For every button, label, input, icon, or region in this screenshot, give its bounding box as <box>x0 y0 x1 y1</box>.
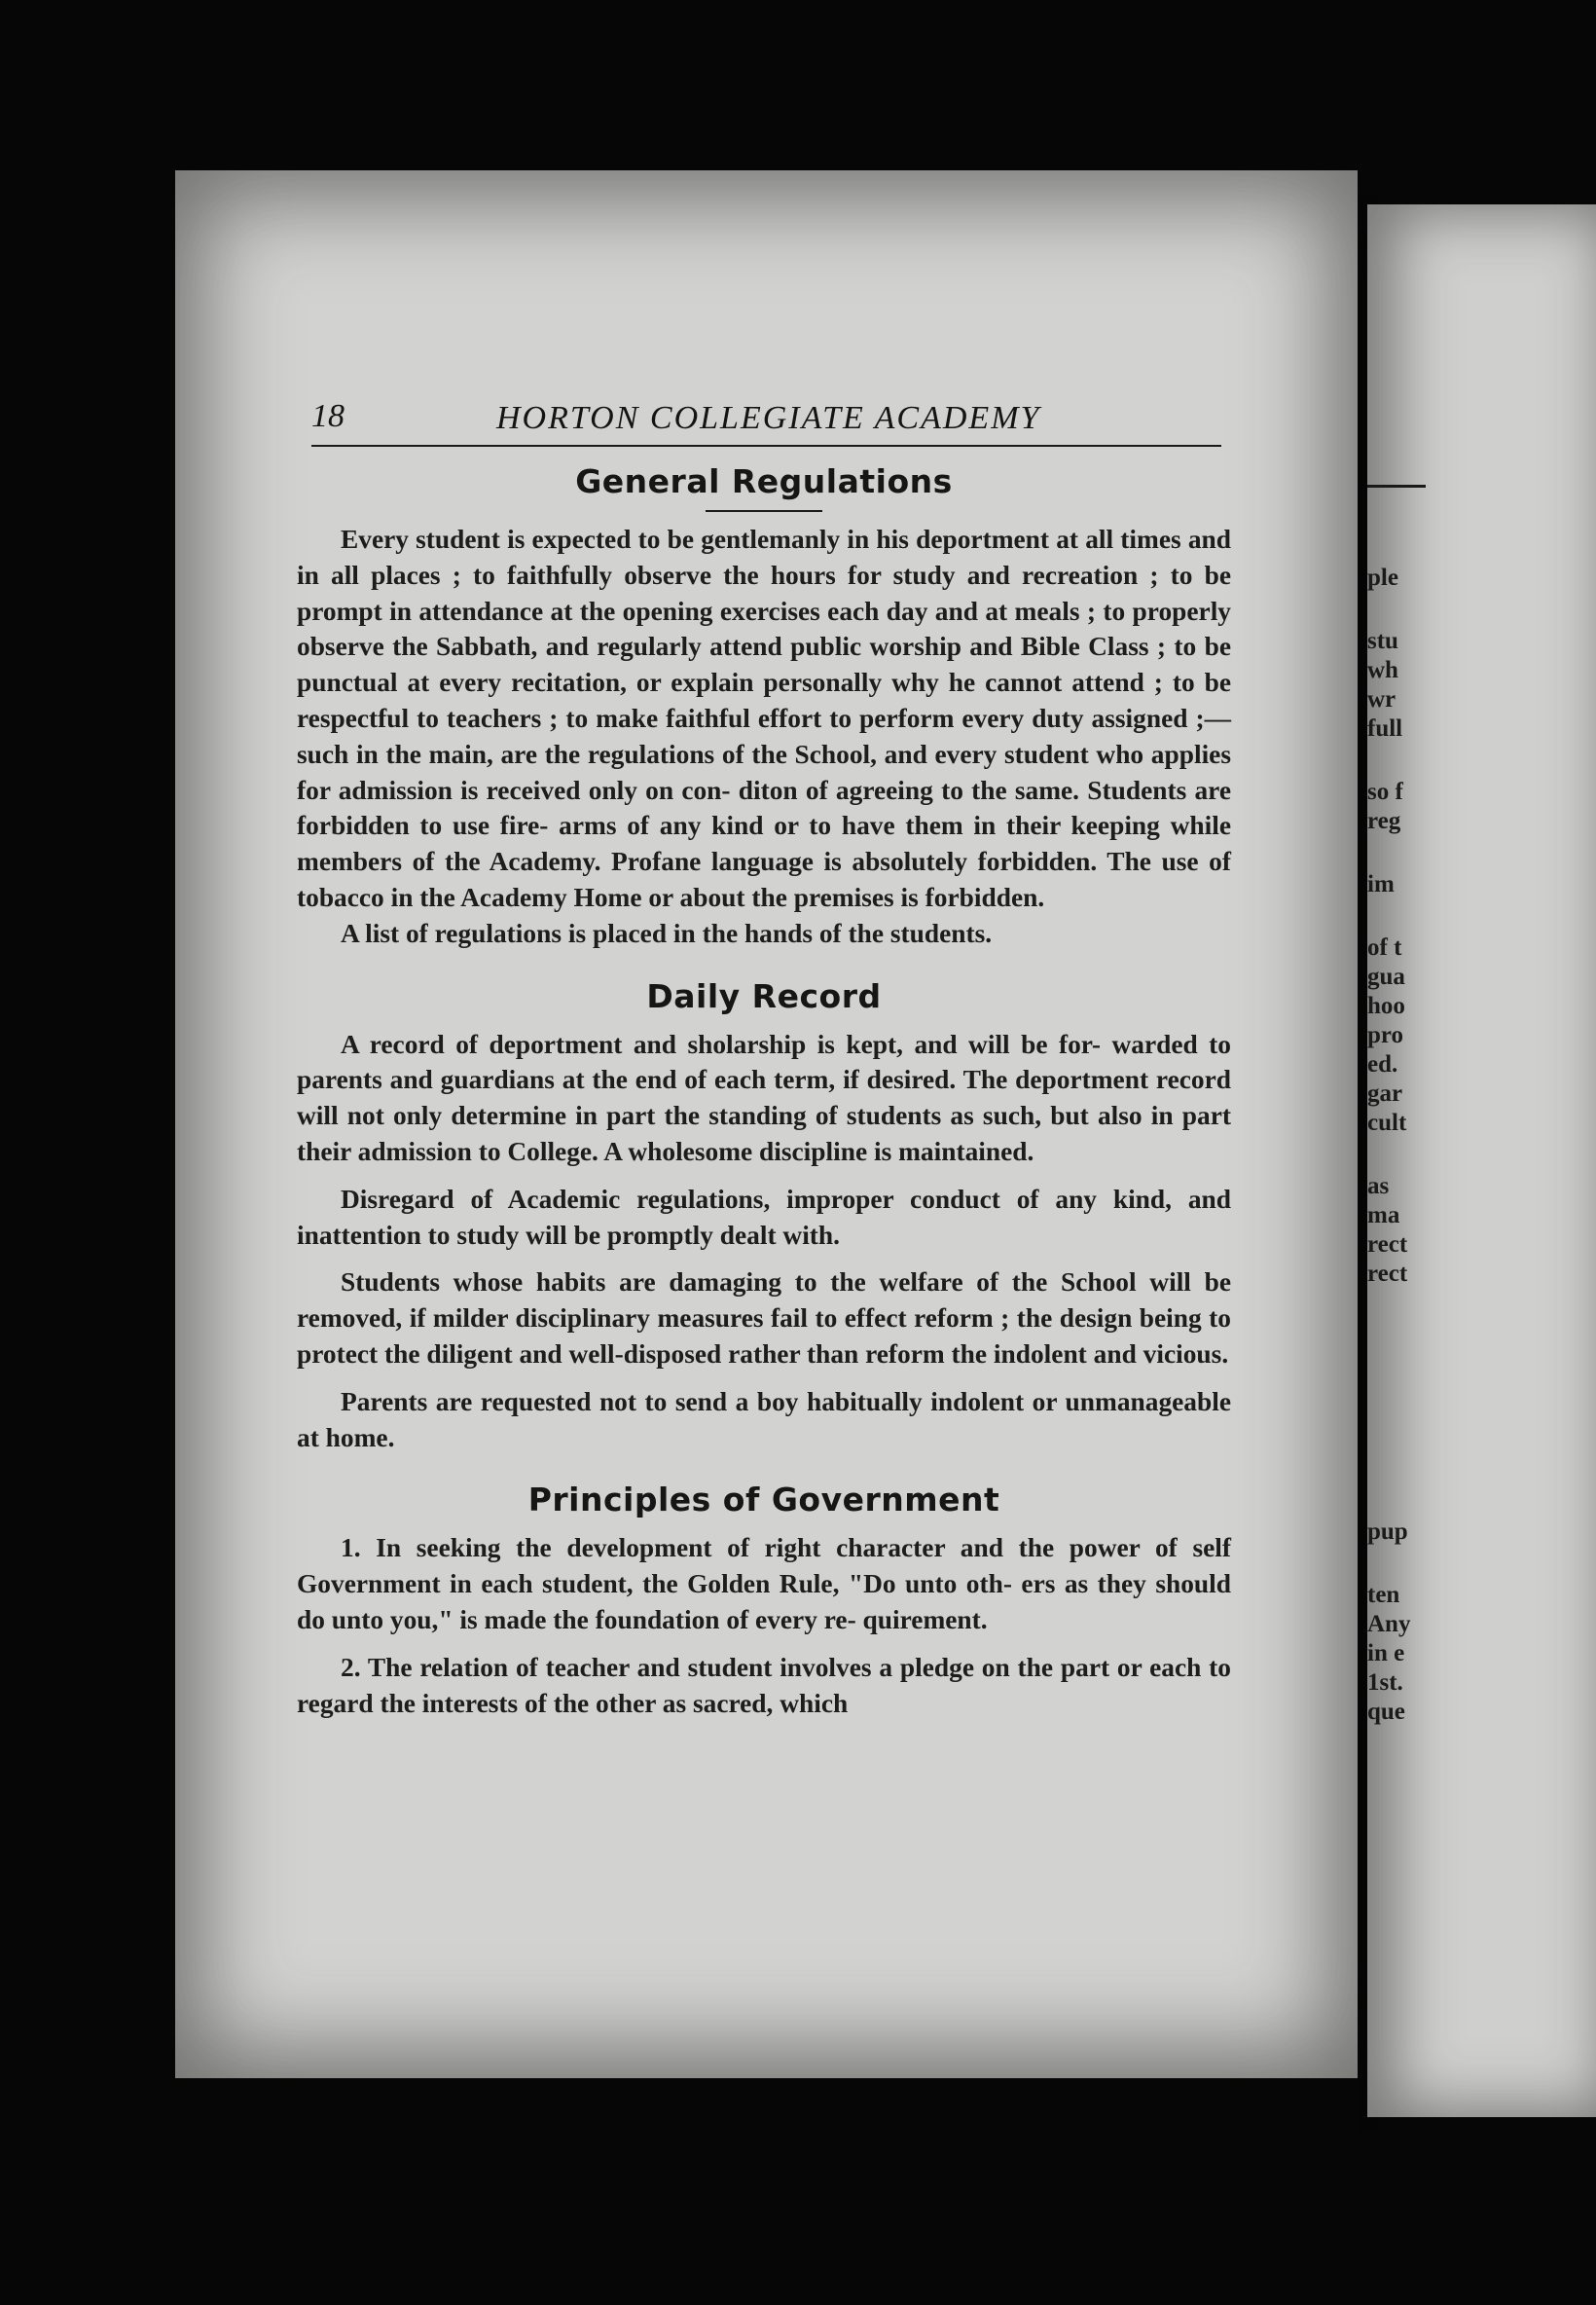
right-page-edge <box>1367 204 1596 2117</box>
right-page-fragment: wh <box>1367 657 1398 683</box>
right-page-fragment: as <box>1367 1173 1390 1199</box>
right-page-fragment: cult <box>1367 1110 1407 1136</box>
paragraph: Students whose habits are damaging to the welfare of the School will be removed, if milder disciplinary measures fail to effect reform ; the design being to protect the diligent and well-disposed rather than reform the indolent and vicious. <box>297 1267 1231 1369</box>
right-page-fragment: que <box>1367 1699 1405 1725</box>
right-page-fragment: ple <box>1367 565 1398 591</box>
right-page-fragment: wr <box>1367 686 1396 713</box>
right-page-fragment: gua <box>1367 964 1405 990</box>
right-page-fragment: ten <box>1367 1582 1400 1608</box>
paragraph: A record of deportment and sholarship is kept, and will be for- warded to parents and guardians at the end of each term, if desired. The deportment record will not only determine in part the standing of students as such, but also in part their admission to College. A wholesome discipline is maintained. <box>297 1029 1231 1166</box>
paragraph: Parents are requested not to send a boy habitually indolent or unmanageable at home. <box>297 1386 1231 1452</box>
right-page-fragment: so f <box>1367 779 1403 805</box>
page-content <box>297 462 1231 1721</box>
section-heading-principles-of-government: Principles of Government <box>527 1481 1000 1519</box>
right-page-fragment: ma <box>1367 1202 1400 1228</box>
heading-rule <box>706 510 822 512</box>
right-page-fragment: of t <box>1367 934 1402 961</box>
right-page-fragment: rect <box>1367 1231 1408 1258</box>
right-page-fragment: Any <box>1367 1611 1411 1637</box>
left-page <box>175 170 1358 2078</box>
page-header <box>311 394 1221 447</box>
paragraph: Disregard of Academic regulations, improper conduct of any kind, and inattention to study will be promptly dealt with. <box>297 1184 1231 1250</box>
right-page-fragment: hoo <box>1367 993 1405 1019</box>
right-page-fragment: rect <box>1367 1261 1408 1287</box>
section-heading-daily-record: Daily Record <box>646 976 882 1015</box>
paragraph: A list of regulations is placed in the hands of the students. <box>341 918 993 948</box>
right-page-fragment: pup <box>1367 1518 1408 1545</box>
page-number: 18 <box>311 398 345 434</box>
right-page-rule <box>1367 485 1426 488</box>
right-page-fragment: 1st. <box>1367 1669 1403 1696</box>
right-page-fragment: pro <box>1367 1022 1404 1048</box>
running-title: HORTON COLLEGIATE ACADEMY <box>496 400 1041 436</box>
right-page-fragment: in e <box>1367 1640 1405 1666</box>
paragraph: Every student is expected to be gentlemanly in his deportment at all times and in all places ; to faithfully observe the hours for study and recreation ; to be prompt in attendance at the opening exercises each day and at meals ; to properly observe the Sabbath, and regularly attend public worship and Bible Class ; to be punctual at every recitation, or explain personally why he cannot attend ; to be respectful to teachers ; to make faithful effort to perform every duty assigned ;—such in the main, are the regulations of the School, and every student who applies for admission is received only on con- diton of agreeing to the same. Students are forbidden to use fire- arms of any kind or to have them in their keeping while members of the Academy. Profane language is absolutely forbidden. The use of tobacco in the Academy Home or about the premises is forbidden. <box>297 525 1231 912</box>
section-heading-general-regulations: General Regulations <box>575 462 953 500</box>
right-page-fragment: im <box>1367 871 1395 897</box>
right-page-fragment: gar <box>1367 1080 1403 1107</box>
right-page-fragment: stu <box>1367 628 1398 654</box>
paragraph: 2. The relation of teacher and student involves a pledge on the part or each to regard the interests of the other as sacred, which <box>297 1652 1231 1718</box>
right-page-fragment: reg <box>1367 808 1401 834</box>
right-page-fragment: full <box>1367 715 1403 742</box>
paragraph: 1. In seeking the development of right character and the power of self Government in each student, the Golden Rule, "Do unto oth- ers as they should do unto you," is made the foundation of every re- quirement. <box>297 1533 1231 1634</box>
right-page-fragment: ed. <box>1367 1051 1398 1078</box>
